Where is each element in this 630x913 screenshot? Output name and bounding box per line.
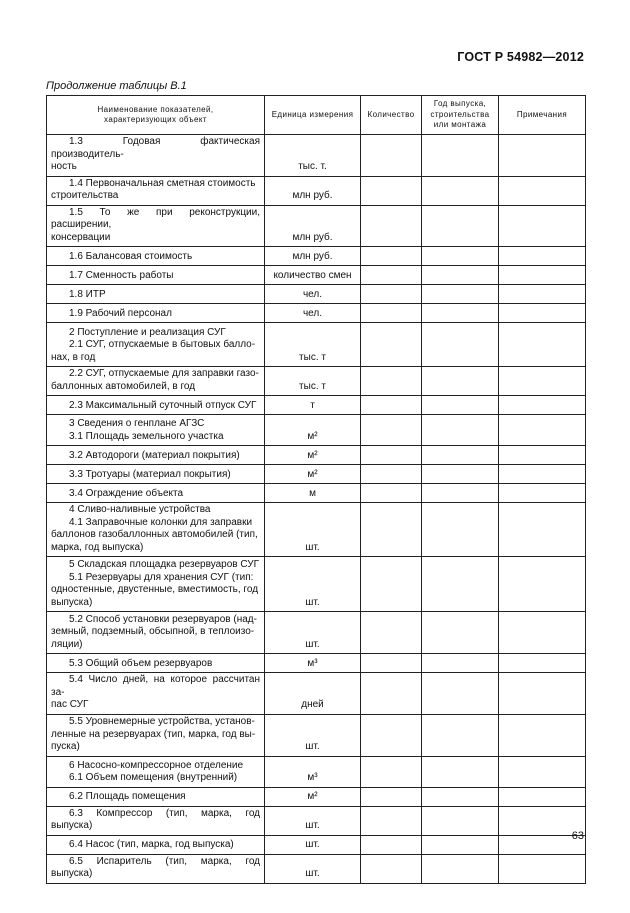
notes-cell[interactable] xyxy=(499,415,586,446)
notes-cell[interactable] xyxy=(499,446,586,465)
year-cell[interactable] xyxy=(422,135,499,177)
indicator-name-cell xyxy=(47,835,265,854)
quantity-cell[interactable] xyxy=(361,396,422,415)
quantity-cell[interactable] xyxy=(361,323,422,367)
unit-cell: тыс. т xyxy=(265,323,361,367)
indicator-name-line: пуска) xyxy=(51,741,80,752)
indicator-name-cell xyxy=(47,854,265,883)
unit-cell: м³ xyxy=(265,756,361,787)
notes-cell[interactable] xyxy=(499,247,586,266)
indicator-name-line: 3.4 Ограждение объекта xyxy=(69,487,184,499)
table-row xyxy=(47,787,586,806)
column-header-line: Наименование показателей, xyxy=(97,104,214,114)
year-cell[interactable] xyxy=(422,176,499,205)
quantity-cell[interactable] xyxy=(361,854,422,883)
indicator-name-cell xyxy=(47,247,265,266)
indicator-name-line: пас СУГ xyxy=(51,699,89,710)
unit-cell: тыс. т. xyxy=(265,135,361,177)
quantity-cell[interactable] xyxy=(361,557,422,612)
unit-cell: чел. xyxy=(265,304,361,323)
quantity-cell[interactable] xyxy=(361,415,422,446)
notes-cell[interactable] xyxy=(499,612,586,654)
indicator-name-line: строительства xyxy=(51,190,119,201)
quantity-cell[interactable] xyxy=(361,465,422,484)
indicator-name-line: 6.4 Насос (тип, марка, год выпуска) xyxy=(69,839,234,850)
unit-cell: шт. xyxy=(265,557,361,612)
unit-cell: т xyxy=(265,396,361,415)
indicator-name-cell xyxy=(47,396,265,415)
year-cell[interactable] xyxy=(422,835,499,854)
notes-cell[interactable] xyxy=(499,854,586,883)
year-cell[interactable] xyxy=(422,787,499,806)
notes-cell[interactable] xyxy=(499,787,586,806)
quantity-cell[interactable] xyxy=(361,176,422,205)
year-cell[interactable] xyxy=(422,612,499,654)
indicator-name-line: 6 Насосно-компрессорное отделение xyxy=(69,759,244,771)
indicator-name-line: ляции) xyxy=(51,638,83,650)
year-cell[interactable] xyxy=(422,714,499,756)
table-row xyxy=(47,135,586,177)
column-header-notes xyxy=(499,96,586,135)
table-row xyxy=(47,714,586,756)
unit-cell: м² xyxy=(265,415,361,446)
indicator-name-line: 1.5 То же при реконструкции, расширении, xyxy=(51,206,260,230)
indicator-name-line: 5.4 Число дней, на которое рассчитан за- xyxy=(51,674,260,698)
table-row xyxy=(47,835,586,854)
table-row xyxy=(47,396,586,415)
table-row xyxy=(47,266,586,285)
unit-cell: млн руб. xyxy=(265,176,361,205)
indicator-name-cell xyxy=(47,323,265,367)
indicator-name-cell xyxy=(47,465,265,484)
unit-cell: шт. xyxy=(265,835,361,854)
notes-cell[interactable] xyxy=(499,176,586,205)
table-row xyxy=(47,503,586,557)
year-cell[interactable] xyxy=(422,285,499,304)
indicator-name-line: 3 Сведения о генплане АГЗС xyxy=(69,418,205,429)
quantity-cell[interactable] xyxy=(361,612,422,654)
unit-cell: количество смен xyxy=(265,266,361,285)
quantity-cell[interactable] xyxy=(361,205,422,247)
indicator-name-line: ность xyxy=(51,161,77,172)
table-row xyxy=(47,247,586,266)
notes-cell[interactable] xyxy=(499,367,586,396)
notes-cell[interactable] xyxy=(499,654,586,673)
indicator-name-line: 6.5 Испаритель (тип, марка, год выпуска) xyxy=(51,855,260,879)
indicator-name-line: 2.3 Максимальный суточный отпуск СУГ xyxy=(69,399,257,411)
year-cell[interactable] xyxy=(422,205,499,247)
year-cell[interactable] xyxy=(422,323,499,367)
indicator-name-line: 2.1 СУГ, отпускаемые в бытовых балло- xyxy=(69,339,256,350)
indicator-name-cell xyxy=(47,446,265,465)
table-row xyxy=(47,806,586,835)
table-row xyxy=(47,854,586,883)
year-cell[interactable] xyxy=(422,756,499,787)
quantity-cell[interactable] xyxy=(361,484,422,503)
unit-cell: чел. xyxy=(265,285,361,304)
indicator-name-line: 5.5 Уровнемерные устройства, установ- xyxy=(69,716,255,727)
unit-cell: дней xyxy=(265,673,361,715)
indicator-name-line: 1.8 ИТР xyxy=(69,288,106,300)
table-row xyxy=(47,205,586,247)
indicator-name-line: 2.2 СУГ, отпускаемые для заправки газо- xyxy=(69,368,259,379)
quantity-cell[interactable] xyxy=(361,787,422,806)
quantity-cell[interactable] xyxy=(361,266,422,285)
indicator-name-cell xyxy=(47,484,265,503)
year-cell[interactable] xyxy=(422,367,499,396)
quantity-cell[interactable] xyxy=(361,285,422,304)
indicator-name-cell xyxy=(47,266,265,285)
column-header-quantity xyxy=(361,96,422,135)
table-row xyxy=(47,673,586,715)
quantity-cell[interactable] xyxy=(361,446,422,465)
column-header-line: строительства xyxy=(430,109,490,119)
indicator-name-cell xyxy=(47,612,265,654)
unit-cell: м xyxy=(265,484,361,503)
year-cell[interactable] xyxy=(422,247,499,266)
indicator-name-line: 1.6 Балансовая стоимость xyxy=(69,250,193,262)
table-caption: Продолжение таблицы В.1 xyxy=(46,80,187,92)
quantity-cell[interactable] xyxy=(361,367,422,396)
indicator-name-line: 5 Складская площадка резервуаров СУГ xyxy=(69,559,260,570)
indicator-name-cell xyxy=(47,806,265,835)
notes-cell[interactable] xyxy=(499,756,586,787)
indicator-name-cell xyxy=(47,367,265,396)
table-row xyxy=(47,756,586,787)
notes-cell[interactable] xyxy=(499,465,586,484)
quantity-cell[interactable] xyxy=(361,654,422,673)
indicator-name-line: марка, год выпуска) xyxy=(51,541,144,553)
indicator-name-cell xyxy=(47,415,265,446)
indicator-name-cell xyxy=(47,787,265,806)
table-row xyxy=(47,446,586,465)
unit-cell: м² xyxy=(265,446,361,465)
table-row xyxy=(47,484,586,503)
indicator-name-cell xyxy=(47,304,265,323)
indicator-name-cell xyxy=(47,654,265,673)
indicator-table xyxy=(46,95,586,884)
table-row xyxy=(47,323,586,367)
indicator-name-line: 3.2 Автодороги (материал покрытия) xyxy=(69,449,240,461)
column-header-line: Количество xyxy=(367,109,415,119)
quantity-cell[interactable] xyxy=(361,714,422,756)
year-cell[interactable] xyxy=(422,557,499,612)
indicator-name-line: 6.3 Компрессор (тип, марка, год выпуска) xyxy=(51,807,260,831)
indicator-name-line: нах, в год xyxy=(51,351,96,363)
indicator-name-cell xyxy=(47,503,265,557)
column-header-indicator xyxy=(47,96,265,135)
year-cell[interactable] xyxy=(422,266,499,285)
table-header-row xyxy=(47,96,586,135)
notes-cell[interactable] xyxy=(499,557,586,612)
indicator-name-line: 3.1 Площадь земельного участка xyxy=(69,430,224,442)
notes-cell[interactable] xyxy=(499,484,586,503)
indicator-name-cell xyxy=(47,673,265,715)
indicator-name-line: 3.3 Тротуары (материал покрытия) xyxy=(69,468,231,480)
notes-cell[interactable] xyxy=(499,304,586,323)
indicator-name-line: консервации xyxy=(51,231,111,243)
quantity-cell[interactable] xyxy=(361,247,422,266)
indicator-name-line: одностенные, двустенные, вместимость, год xyxy=(51,584,259,595)
year-cell[interactable] xyxy=(422,446,499,465)
indicator-name-line: 1.7 Сменность работы xyxy=(69,269,174,281)
notes-cell[interactable] xyxy=(499,673,586,715)
table-row xyxy=(47,285,586,304)
table-row xyxy=(47,654,586,673)
quantity-cell[interactable] xyxy=(361,806,422,835)
column-header-line: Год выпуска, xyxy=(433,99,487,109)
indicator-name-line: 6.1 Объем помещения (внутренний) xyxy=(69,772,238,783)
unit-cell: шт. xyxy=(265,714,361,756)
table-body xyxy=(47,135,586,884)
unit-cell: шт. xyxy=(265,503,361,557)
indicator-name-line: 5.2 Способ установки резервуаров (над- xyxy=(69,613,257,625)
table-row xyxy=(47,367,586,396)
indicator-name-line: 1.3 Годовая фактическая производитель- xyxy=(51,136,260,160)
indicator-name-line: 2 Поступление и реализация СУГ xyxy=(69,326,226,338)
column-header-line: характеризующих объект xyxy=(104,115,207,124)
year-cell[interactable] xyxy=(422,304,499,323)
indicator-name-cell xyxy=(47,176,265,205)
year-cell[interactable] xyxy=(422,465,499,484)
indicator-name-line: 5.3 Общий объем резервуаров xyxy=(69,657,213,669)
indicator-name-cell xyxy=(47,285,265,304)
indicator-name-line: 4 Сливо-наливные устройства xyxy=(69,504,211,515)
year-cell[interactable] xyxy=(422,654,499,673)
table-row xyxy=(47,612,586,654)
indicator-name-cell xyxy=(47,135,265,177)
indicator-name-line: 1.9 Рабочий персонал xyxy=(69,307,172,319)
notes-cell[interactable] xyxy=(499,135,586,177)
quantity-cell[interactable] xyxy=(361,756,422,787)
unit-cell: шт. xyxy=(265,612,361,654)
year-cell[interactable] xyxy=(422,673,499,715)
table-row xyxy=(47,557,586,612)
table-row xyxy=(47,415,586,446)
notes-cell[interactable] xyxy=(499,396,586,415)
notes-cell[interactable] xyxy=(499,285,586,304)
indicator-name-cell xyxy=(47,205,265,247)
quantity-cell[interactable] xyxy=(361,835,422,854)
notes-cell[interactable] xyxy=(499,205,586,247)
indicator-name-line: баллонных автомобилей, в год xyxy=(51,380,196,392)
column-header-year xyxy=(422,96,499,135)
year-cell[interactable] xyxy=(422,806,499,835)
unit-cell: шт. xyxy=(265,854,361,883)
indicator-name-cell xyxy=(47,714,265,756)
indicator-name-line: ленные на резервуарах (тип, марка, год вы- xyxy=(51,728,256,740)
unit-cell: тыс. т xyxy=(265,367,361,396)
table-row xyxy=(47,465,586,484)
year-cell[interactable] xyxy=(422,854,499,883)
column-header-unit xyxy=(265,96,361,135)
quantity-cell[interactable] xyxy=(361,673,422,715)
table-row xyxy=(47,304,586,323)
standard-designation: ГОСТ Р 54982—2012 xyxy=(457,50,584,64)
indicator-name-line: 6.2 Площадь помещения xyxy=(69,791,186,802)
table-row xyxy=(47,176,586,205)
column-header-line: Единица измерения xyxy=(271,109,354,119)
indicator-name-line: земный, подземный, обсыпной, в теплоизо- xyxy=(51,626,255,637)
quantity-cell[interactable] xyxy=(361,503,422,557)
quantity-cell[interactable] xyxy=(361,304,422,323)
column-header-line: Примечания xyxy=(516,109,568,119)
indicator-name-line: баллонов газобаллонных автомобилей (тип, xyxy=(51,529,258,540)
indicator-name-line: 4.1 Заправочные колонки для заправки xyxy=(69,516,253,528)
notes-cell[interactable] xyxy=(499,503,586,557)
year-cell[interactable] xyxy=(422,396,499,415)
unit-cell: м² xyxy=(265,465,361,484)
notes-cell[interactable] xyxy=(499,266,586,285)
indicator-name-cell xyxy=(47,756,265,787)
quantity-cell[interactable] xyxy=(361,135,422,177)
unit-cell: млн руб. xyxy=(265,247,361,266)
notes-cell[interactable] xyxy=(499,714,586,756)
indicator-name-line: 1.4 Первоначальная сметная стоимость xyxy=(69,177,256,189)
unit-cell: м³ xyxy=(265,654,361,673)
year-cell[interactable] xyxy=(422,484,499,503)
year-cell[interactable] xyxy=(422,415,499,446)
indicator-name-line: выпуска) xyxy=(51,596,93,608)
unit-cell: м² xyxy=(265,787,361,806)
unit-cell: млн руб. xyxy=(265,205,361,247)
indicator-name-line: 5.1 Резервуары для хранения СУГ (тип: xyxy=(69,571,254,583)
column-header-line: или монтажа xyxy=(433,120,487,130)
notes-cell[interactable] xyxy=(499,323,586,367)
year-cell[interactable] xyxy=(422,503,499,557)
unit-cell: шт. xyxy=(265,806,361,835)
indicator-name-cell xyxy=(47,557,265,612)
page-number: 63 xyxy=(571,830,584,842)
